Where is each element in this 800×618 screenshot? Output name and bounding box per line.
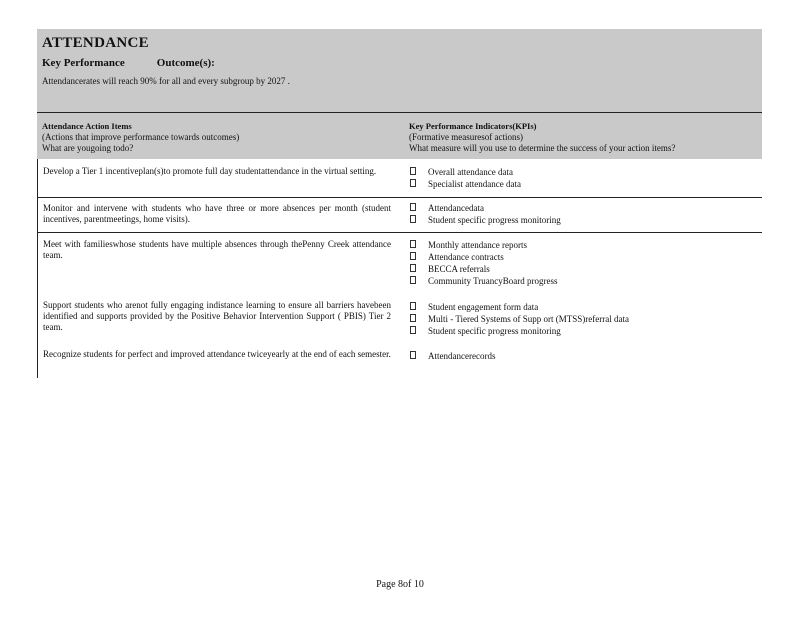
- action-item: Develop a Tier 1 incentiveplan(s)to promote full day studentattendance in the virtual setting.: [43, 166, 377, 176]
- table-row: [37, 159, 762, 198]
- kpi-text: Attendancedata: [428, 203, 484, 213]
- kpi-question: What measure will you use to determine the success of your action items?: [409, 143, 676, 153]
- kpi-item: [410, 202, 561, 214]
- kpi-list: [410, 350, 495, 362]
- kpi-subtitle: (Formative measuresof actions): [409, 132, 523, 142]
- key-performance-outcome-label: [42, 57, 215, 69]
- kpi-title: Key Performance Indicators(KPIs): [409, 121, 537, 131]
- kpi-text: BECCA referrals: [428, 264, 490, 274]
- outcome-label: Outcome(s):: [156, 57, 215, 69]
- checkbox-icon: [410, 203, 416, 211]
- kpi-item: [410, 313, 629, 325]
- kpi-item: [410, 263, 558, 275]
- checkbox-icon: [410, 351, 416, 359]
- kpi-header: [409, 121, 675, 154]
- action-item: Meet with familieswhose students have multiple absences through thePenny Creek attendance team.: [43, 239, 391, 260]
- outcome-goal: Attendancerates will reach 90% for all and every subgroup by 2027 .: [42, 76, 290, 86]
- section-title: ATTENDANCE: [42, 35, 149, 51]
- action-items-header: [42, 121, 239, 154]
- action-items-title: Attendance Action Items: [42, 121, 132, 131]
- kpi-text: Attendancerecords: [428, 351, 496, 361]
- checkbox-icon: [410, 326, 416, 334]
- kpi-text: Student engagement form data: [428, 302, 539, 312]
- kpi-list: [410, 166, 521, 190]
- kpi-list: [410, 239, 558, 287]
- table-row: [37, 198, 762, 233]
- kpi-text: Student specific progress monitoring: [428, 215, 561, 225]
- kpi-item: [410, 275, 558, 287]
- kpi-list: [410, 202, 561, 226]
- action-item: Support students who arenot fully engaging indistance learning to ensure all barriers havebeen identified and supports provided by the Positive Behavior Intervention Support ( PBIS) Tier 2 team.: [43, 300, 391, 332]
- kpi-text: Specialist attendance data: [428, 179, 521, 189]
- kpi-item: [410, 239, 558, 251]
- kpi-item: [410, 166, 521, 178]
- kpi-text: Attendance contracts: [428, 252, 504, 262]
- action-item: Recognize students for perfect and improved attendance twiceyearly at the end of each semester.: [43, 349, 391, 359]
- action-items-subtitle: (Actions that improve performance towards outcomes): [42, 132, 240, 142]
- kpi-text: Community TruancyBoard progress: [428, 276, 558, 286]
- table-column-headers: [37, 113, 762, 159]
- checkbox-icon: [410, 167, 416, 175]
- kpi-item: [410, 178, 521, 190]
- kpi-item: [410, 325, 629, 337]
- kpi-text: Multi - Tiered Systems of Supp ort (MTSS)referral data: [428, 314, 629, 324]
- checkbox-icon: [410, 264, 416, 272]
- action-item: Monitor and intervene with students who have three or more absences per month (student incentives, parentmeetings, home visits).: [43, 203, 391, 224]
- kpi-item: [410, 214, 561, 226]
- section-header: [37, 29, 762, 113]
- kpi-item: [410, 350, 495, 362]
- checkbox-icon: [410, 314, 416, 322]
- page-number: Page 8of 10: [376, 579, 424, 590]
- checkbox-icon: [410, 215, 416, 223]
- action-items-question: What are yougoing todo?: [42, 143, 134, 153]
- kpi-text: Monthly attendance reports: [428, 240, 527, 250]
- kpi-item: [410, 251, 558, 263]
- checkbox-icon: [410, 240, 416, 248]
- checkbox-icon: [410, 302, 416, 310]
- kpi-text: Student specific progress monitoring: [428, 326, 561, 336]
- kpi-text: Overall attendance data: [428, 167, 513, 177]
- checkbox-icon: [410, 252, 416, 260]
- kpi-list: [410, 301, 629, 337]
- kpo-label: Key Performance: [42, 57, 125, 69]
- checkbox-icon: [410, 179, 416, 187]
- kpi-item: [410, 301, 629, 313]
- table-row: [37, 233, 762, 378]
- document-page: [37, 29, 762, 378]
- checkbox-icon: [410, 276, 416, 284]
